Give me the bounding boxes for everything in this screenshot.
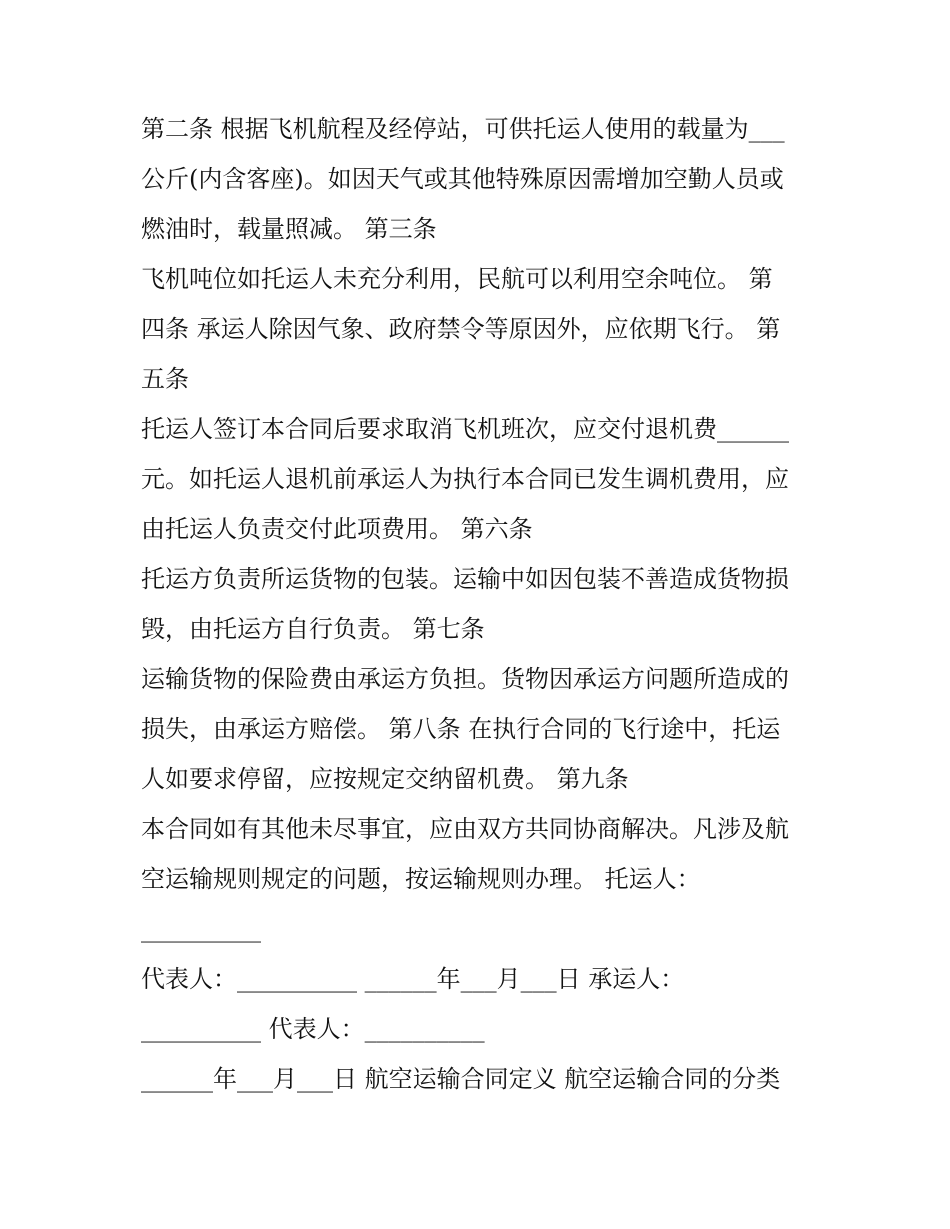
text-line: 公斤(内含客座)。如因天气或其他特殊原因需增加空勤人员或 — [141, 165, 784, 193]
text-line: 第二条 根据飞机航程及经停站，可供托运人使用的载量为___ — [141, 115, 785, 143]
text-line: __________ 代表人：__________ — [141, 1015, 485, 1043]
text-line: 毁，由托运方自行负责。 第七条 — [141, 615, 485, 643]
text-line: ______年___月___日 航空运输合同定义 航空运输合同的分类 — [141, 1065, 781, 1093]
text-line: 燃油时，载量照减。 第三条 — [141, 215, 437, 243]
text-line: 托运方负责所运货物的包装。运输中如因包装不善造成货物损 — [141, 565, 789, 593]
text-line: 代表人：__________ ______年___月___日 承运人： — [141, 965, 685, 993]
contract-text — [141, 104, 821, 1104]
text-line: 空运输规则规定的问题，按运输规则办理。 托运人： — [141, 865, 701, 893]
text-line: 托运人签订本合同后要求取消飞机班次，应交付退机费______ — [141, 415, 789, 443]
text-line: 元。如托运人退机前承运人为执行本合同已发生调机费用，应 — [141, 465, 789, 493]
signature-blank-line: __________ — [141, 915, 261, 943]
text-line: 人如要求停留，应按规定交纳留机费。 第九条 — [141, 765, 629, 793]
text-line: 五条 — [141, 365, 189, 393]
text-line: 损失，由承运方赔偿。 第八条 在执行合同的飞行途中，托运 — [141, 715, 781, 743]
text-line: 运输货物的保险费由承运方负担。货物因承运方问题所造成的 — [141, 665, 789, 693]
text-line: 飞机吨位如托运人未充分利用，民航可以利用空余吨位。 第 — [141, 265, 773, 293]
text-line: 本合同如有其他未尽事宜，应由双方共同协商解决。凡涉及航 — [141, 815, 789, 843]
text-line: 由托运人负责交付此项费用。 第六条 — [141, 515, 533, 543]
text-line: 四条 承运人除因气象、政府禁令等原因外，应依期飞行。 第 — [141, 315, 781, 343]
